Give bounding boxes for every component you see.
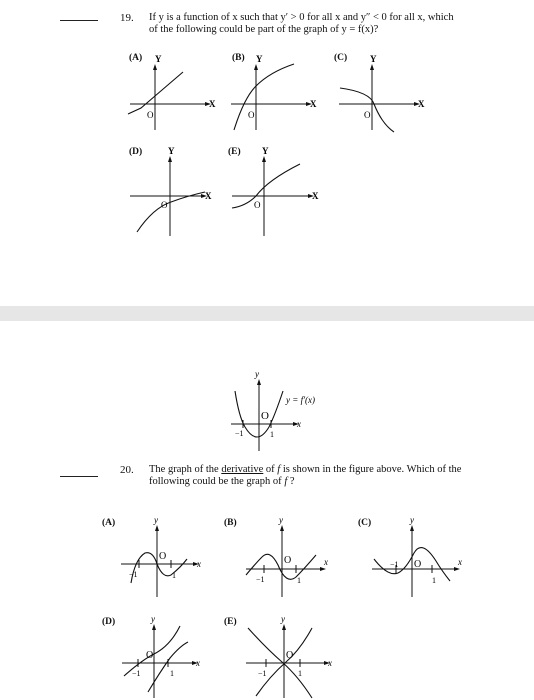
tick-pos-label: 1 <box>170 669 174 678</box>
y-axis-label: Y <box>370 54 377 64</box>
graph-19c[interactable] <box>336 54 426 138</box>
graph-20d[interactable] <box>118 614 208 698</box>
origin-label: O <box>364 110 371 120</box>
origin-label: O <box>414 559 422 570</box>
y-axis-label: y <box>281 614 285 624</box>
y-axis-label: Y <box>155 54 162 64</box>
x-axis-label: x <box>324 557 328 567</box>
option-label-19a[interactable]: (A) <box>129 53 143 63</box>
option-label-20c[interactable]: (C) <box>358 518 372 528</box>
derivative-graph <box>225 369 355 453</box>
page-sheet-q20 <box>0 321 534 700</box>
answer-blank-20[interactable] <box>60 476 98 477</box>
origin-label: O <box>261 410 269 422</box>
origin-label: O <box>161 200 168 210</box>
derivative-word: derivative <box>221 464 264 475</box>
y-axis-label: y <box>410 515 414 525</box>
x-axis-label: x <box>458 557 462 567</box>
graph-20c[interactable] <box>370 515 470 599</box>
graph-19d[interactable] <box>127 146 217 238</box>
option-label-20a[interactable]: (A) <box>102 518 116 528</box>
origin-label: O <box>254 200 261 210</box>
graph-19b[interactable] <box>226 54 317 138</box>
y-axis-label: y <box>151 614 155 624</box>
curve-label: y = f′(x) <box>286 395 316 405</box>
origin-label: O <box>284 555 292 566</box>
x-axis-label: X <box>205 191 212 201</box>
y-axis-label: y <box>279 515 283 525</box>
option-label-20b[interactable]: (B) <box>224 518 237 528</box>
y-axis-label: Y <box>256 54 263 64</box>
page-sheet-q19 <box>0 0 534 306</box>
x-axis-label: X <box>312 191 319 201</box>
tick-pos-label: 1 <box>297 576 301 585</box>
x-axis-label: X <box>418 99 425 109</box>
y-axis-label: Y <box>168 146 175 156</box>
question-number-19: 19. <box>120 12 134 24</box>
x-axis-label: x <box>196 658 200 668</box>
origin-label: O <box>146 650 154 661</box>
origin-label: O <box>147 110 154 120</box>
question-text-19-line2: of the following could be part of the graph of y = f(x)? <box>149 24 379 35</box>
graph-20a[interactable] <box>117 515 207 599</box>
question-text-20-line1: The graph of the derivative of f is shown in the figure above. Which of the <box>149 464 462 475</box>
option-label-20d[interactable]: (D) <box>102 617 116 627</box>
graph-19a[interactable] <box>125 54 216 138</box>
origin-label: O <box>248 110 255 120</box>
x-axis-label: X <box>310 99 317 109</box>
x-axis-label: x <box>328 658 332 668</box>
option-label-19c[interactable]: (C) <box>334 53 348 63</box>
tick-neg-label: −1 <box>256 575 265 584</box>
x-axis-label: x <box>297 419 301 429</box>
tick-neg-label: −1 <box>390 560 399 569</box>
x-axis-label: x <box>197 559 201 569</box>
tick-pos-label: 1 <box>172 571 176 580</box>
origin-label: O <box>286 650 294 661</box>
graph-19e[interactable] <box>228 146 324 238</box>
tick-neg-label: −1 <box>132 669 141 678</box>
option-label-20e[interactable]: (E) <box>224 617 237 627</box>
tick-neg-label: −1 <box>258 669 267 678</box>
question-number-20: 20. <box>120 464 134 476</box>
y-axis-label: Y <box>262 146 269 156</box>
y-axis-label: y <box>255 369 259 379</box>
option-label-19e[interactable]: (E) <box>228 147 241 157</box>
option-label-19b[interactable]: (B) <box>232 53 245 63</box>
tick-pos-label: 1 <box>270 430 274 439</box>
tick-pos-label: 1 <box>298 669 302 678</box>
tick-pos-label: 1 <box>432 576 436 585</box>
graph-20e[interactable] <box>242 614 342 698</box>
graph-20b[interactable] <box>242 515 334 599</box>
origin-label: O <box>159 551 167 562</box>
question-text-19-line1: If y is a function of x such that y′ > 0 for all x and y″ < 0 for all x, which <box>149 12 454 23</box>
x-axis-label: X <box>209 99 216 109</box>
tick-neg-label: −1 <box>235 429 244 438</box>
answer-blank-19[interactable] <box>60 20 98 21</box>
option-label-19d[interactable]: (D) <box>129 147 143 157</box>
tick-neg-label: −1 <box>129 570 138 579</box>
question-text-20-line2: following could be the graph of f ? <box>149 476 295 487</box>
y-axis-label: y <box>154 515 158 525</box>
